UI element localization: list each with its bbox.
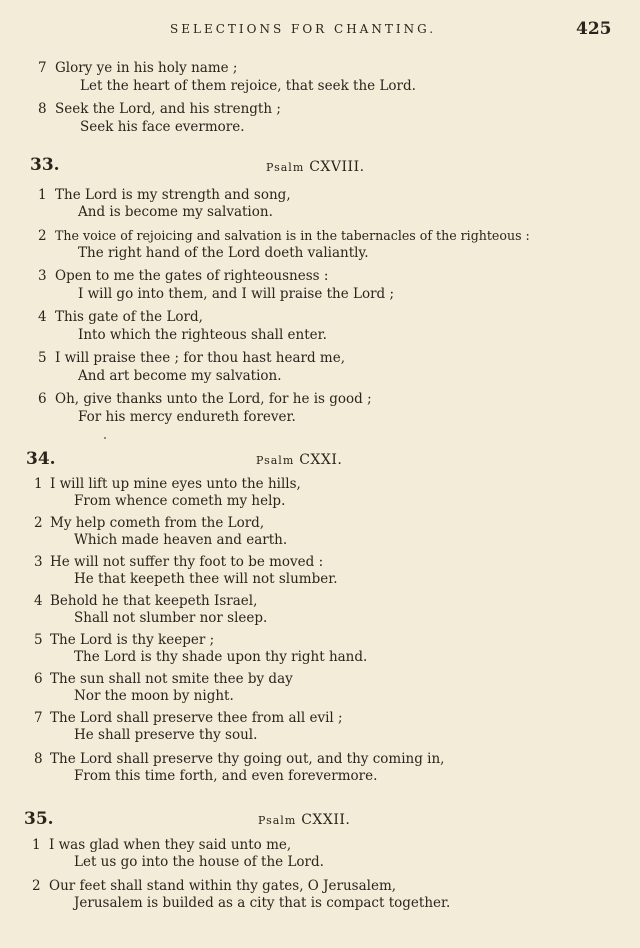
verse-text: Seek the Lord, and his strength ; (55, 101, 281, 117)
verse-number: 5 (38, 350, 47, 366)
verse-text: My help cometh from the Lord, (50, 515, 265, 531)
verse-text: He will not suffer thy foot to be moved : (50, 554, 324, 570)
verse-number: 1 (38, 187, 47, 203)
verse-continuation: Which made heaven and earth. (74, 532, 288, 548)
psalm-roman: CXXI. (299, 452, 343, 468)
verse-continuation: He shall preserve thy soul. (74, 727, 258, 743)
verse-number: 2 (34, 515, 43, 531)
verse-text: Glory ye in his holy name ; (55, 60, 238, 76)
verse-text: The sun shall not smite thee by day (50, 671, 293, 687)
verse-number: 8 (38, 101, 47, 117)
verse-continuation: And is become my salvation. (78, 204, 273, 220)
verse-number: 4 (34, 593, 43, 609)
verse-text: Our feet shall stand within thy gates, O Jerusalem, (49, 878, 397, 894)
psalm-title (266, 159, 365, 175)
page-number: 425 (576, 19, 612, 39)
verse-text: The voice of rejoicing and salvation is in the tabernacles of the righteous : (55, 228, 530, 243)
verse-continuation: Shall not slumber nor sleep. (74, 610, 268, 626)
verse-continuation: Seek his face evermore. (80, 119, 245, 135)
psalm-roman: CXXII. (301, 812, 351, 828)
verse-number: 8 (34, 751, 43, 767)
verse-continuation: I will go into them, and I will praise the Lord ; (78, 286, 395, 302)
verse-number: 3 (34, 554, 43, 570)
verse-number: 6 (34, 671, 43, 687)
verse-number: 1 (32, 837, 41, 853)
verse-number: 7 (38, 60, 47, 76)
psalm-roman: CXVIII. (309, 159, 365, 175)
verse-number: 6 (38, 391, 47, 407)
verse-number: 5 (34, 632, 43, 648)
verse-continuation: Jerusalem is builded as a city that is compact together. (74, 895, 451, 911)
verse-text: The Lord is thy keeper ; (50, 632, 215, 648)
verse-continuation: Let us go into the house of the Lord. (74, 854, 324, 870)
verse-continuation: For his mercy endureth forever. (78, 409, 296, 425)
psalm-number: 33. (30, 155, 60, 175)
psalm-label: Psalm (266, 161, 305, 174)
verse-continuation: From this time forth, and even forevermore. (74, 768, 378, 784)
verse-text: I will praise thee ; for thou hast heard me, (55, 350, 346, 366)
psalm-title (256, 452, 342, 468)
verse-text: I was glad when they said unto me, (49, 837, 292, 853)
psalm-number: 35. (24, 809, 54, 829)
verse-text: The Lord is my strength and song, (55, 187, 291, 203)
verse-continuation: Nor the moon by night. (74, 688, 234, 704)
verse-number: 7 (34, 710, 43, 726)
verse-number: 3 (38, 268, 47, 284)
verse-text: The Lord shall preserve thee from all evil ; (50, 710, 343, 726)
psalm-title (258, 812, 350, 828)
verse-continuation: The Lord is thy shade upon thy right hand. (74, 649, 368, 665)
verse-number: 1 (34, 476, 43, 492)
verse-text: Behold he that keepeth Israel, (50, 593, 258, 609)
verse-continuation: Let the heart of them rejoice, that seek the Lord. (80, 78, 416, 94)
verse-text: Open to me the gates of righteousness : (55, 268, 329, 284)
verse-number: 2 (38, 228, 47, 244)
verse-text: The Lord shall preserve thy going out, and thy coming in, (50, 751, 445, 767)
verse-number: 4 (38, 309, 47, 325)
verse-number: 2 (32, 878, 41, 894)
verse-text: I will lift up mine eyes unto the hills, (50, 476, 301, 492)
verse-continuation: From whence cometh my help. (74, 493, 286, 509)
running-head: SELECTIONS FOR CHANTING. (170, 22, 437, 36)
psalm-label: Psalm (256, 454, 295, 467)
verse-continuation: Into which the righteous shall enter. (78, 327, 327, 343)
psalm-label: Psalm (258, 814, 297, 827)
verse-text: This gate of the Lord, (55, 309, 203, 325)
verse-continuation: He that keepeth thee will not slumber. (74, 571, 338, 587)
verse-continuation: The right hand of the Lord doeth valiantly. (78, 245, 369, 261)
verse-continuation: And art become my salvation. (78, 368, 282, 384)
verse-text: Oh, give thanks unto the Lord, for he is good ; (55, 391, 372, 407)
ink-speck (104, 437, 106, 439)
psalm-number: 34. (26, 449, 56, 469)
